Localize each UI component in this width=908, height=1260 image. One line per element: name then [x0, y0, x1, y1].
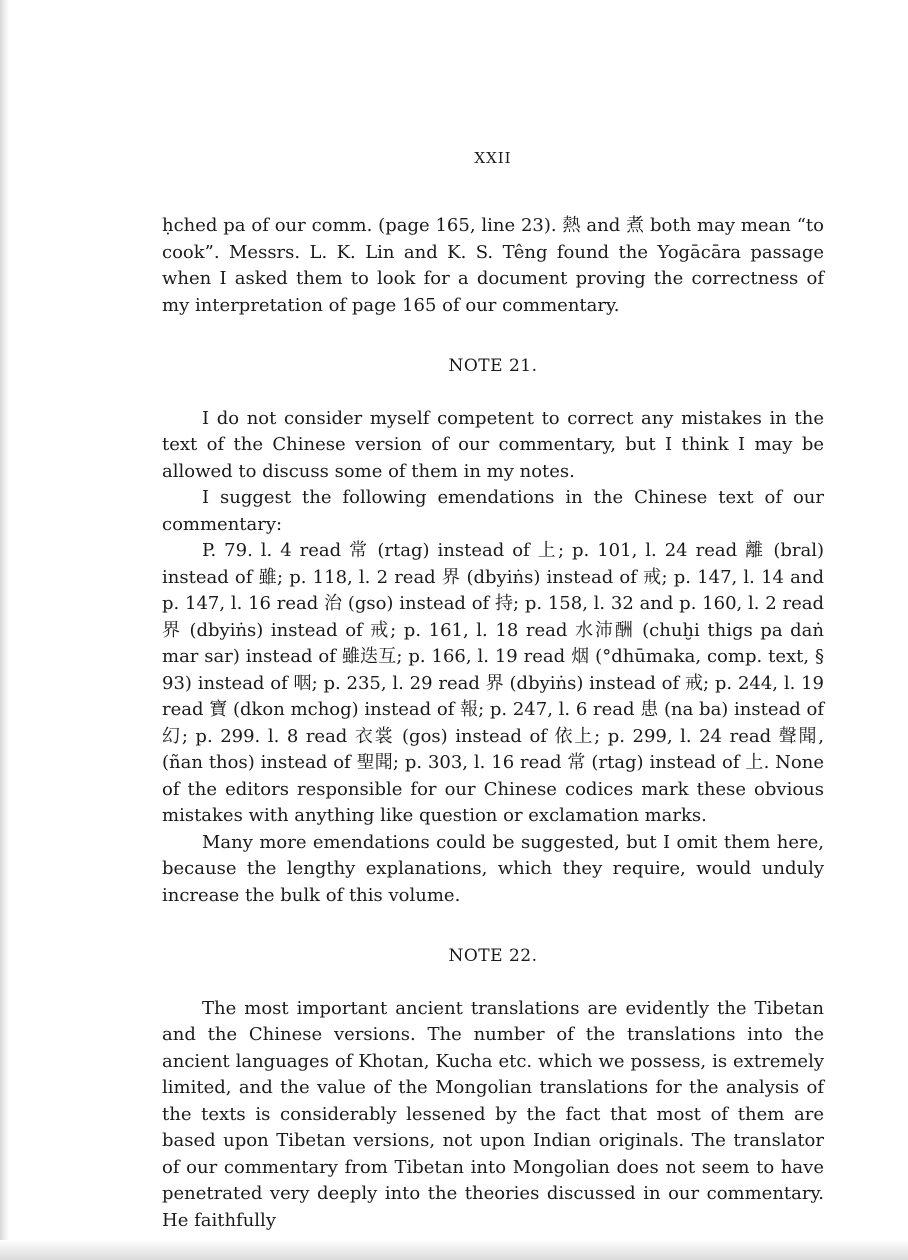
- scan-edge-left: [0, 0, 10, 1260]
- book-page: [162, 145, 824, 1234]
- page-number: XXII: [474, 149, 512, 167]
- note-22-heading: NOTE 22.: [448, 946, 538, 966]
- paragraph-more-emendations: Many more emendations could be suggested, but I omit them here, because the lengthy explanations, which they require, would unduly increase the bulk of this volume.: [162, 831, 824, 906]
- paragraph-competence: I do not consider myself competent to correct any mistakes in the text of the Chinese version of our commentary, but I think I may be allowed to discuss some of them in my notes.: [162, 407, 824, 482]
- paragraph-translations: The most important ancient translations are evidently the Tibetan and the Chinese versions. The number of the translations into the ancient languages of Khotan, Kucha etc. which we possess, is extremely limited, and the value of the Mongolian translations for the analysis of the texts is considerably lessened by the fact that most of them are based upon Tibetan versions, not upon Indian originals. The translator of our commentary from Tibetan into Mongolian does not seem to have penetrated very deeply into the theories discussed in our commentary. He faithfully: [162, 997, 824, 1231]
- paragraph-emendations: P. 79. l. 4 read 常 (rtag) instead of 上; p. 101, l. 24 read 離 (bral) instead of 雖; p. 118, l. 2 read 界 (dbyiṅs) instead of 戒; p. 147, l. 14 and p. 147, l. 16 read 治 (gso) instead of 持; p. 158, l. 32 and p. 160, l. 2 read 界 (dbyiṅs) instead of 戒; p. 161, l. 18 read 水沛酬 (chuḫi thigs pa daṅ mar sar) instead of 雖迭互; p. 166, l. 19 read 烟 (°dhūmaka, comp. text, § 93) instead of 咽; p. 235, l. 29 read 界 (dbyiṅs) instead of 戒; p. 244, l. 19 read 寶 (dkon mchog) instead of 報; p. 247, l. 6 read 患 (na ba) instead of 幻; p. 299. l. 8 read 衣裳 (gos) instead of 依上; p. 299, l. 24 read 聲聞, (ñan thos) instead of 聖聞; p. 303, l. 16 read 常 (rtag) instead of 上. None of the editors responsible for our Chinese codices mark these obvious mistakes with anything like question or exclamation marks.: [162, 540, 824, 826]
- note-21-heading: NOTE 21.: [448, 356, 538, 376]
- paragraph-suggest: I suggest the following emendations in the Chinese text of our commentary:: [162, 487, 824, 535]
- paragraph-continuation: ḥched pa of our comm. (page 165, line 23). 熱 and 煮 both may mean “to cook”. Messrs. L. K. Lin and K. S. Têng found the Yogācāra passage when I asked them to look for a document proving the correctness of my interpretation of page 165 of our commentary.: [162, 215, 824, 316]
- scan-edge-bottom: [0, 1240, 908, 1260]
